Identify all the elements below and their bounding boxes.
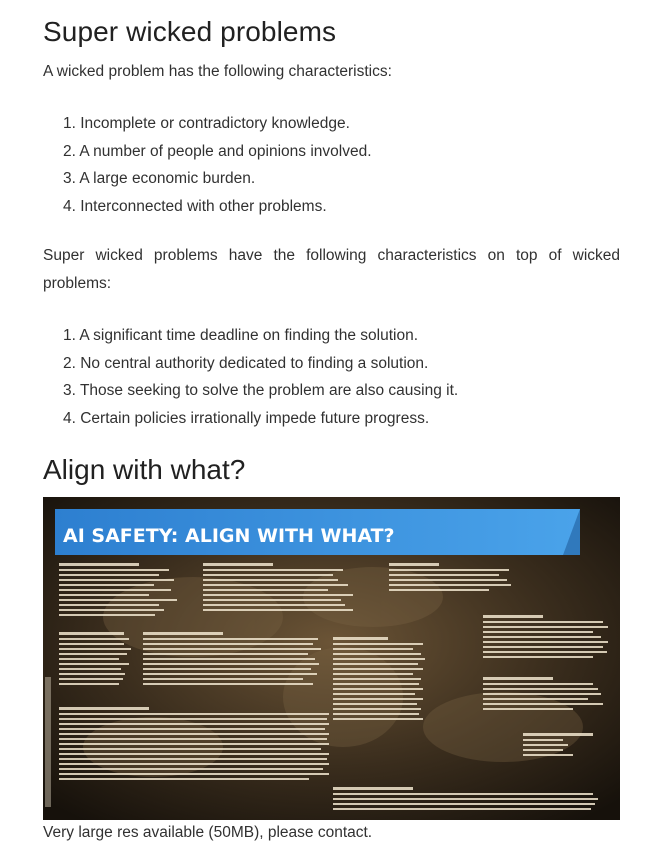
- list-item: 4. Interconnected with other problems.: [63, 197, 327, 215]
- list-item: 3. A large economic burden.: [63, 170, 256, 187]
- list-item: 1. A significant time deadline on finding the solution.: [63, 327, 419, 344]
- heading-super-wicked-problems: Super wicked problems: [43, 16, 337, 47]
- super-wicked-paragraph: Super wicked problems have the following characteristics on top of wicked problems:: [43, 247, 620, 292]
- poster-title: AI SAFETY: ALIGN WITH WHAT?: [63, 525, 395, 547]
- list-item: 2. A number of people and opinions involved.: [63, 142, 372, 160]
- list-item: 2. No central authority dedicated to finding a solution.: [63, 354, 429, 372]
- list-item: 3. Those seeking to solve the problem are also causing it.: [63, 382, 459, 399]
- list-item: 4. Certain policies irrationally impede future progress.: [63, 409, 430, 427]
- caption: Very large res available (50MB), please contact.: [43, 824, 373, 841]
- ai-safety-poster-image[interactable]: [43, 497, 620, 820]
- list-item: 1. Incomplete or contradictory knowledge.: [63, 115, 350, 132]
- super-wicked-characteristics-list: [63, 322, 458, 432]
- intro-paragraph: A wicked problem has the following characteristics:: [43, 63, 392, 80]
- heading-align-with-what: Align with what?: [43, 454, 246, 485]
- poster-graphic: [43, 497, 620, 820]
- wicked-characteristics-list: [63, 110, 372, 220]
